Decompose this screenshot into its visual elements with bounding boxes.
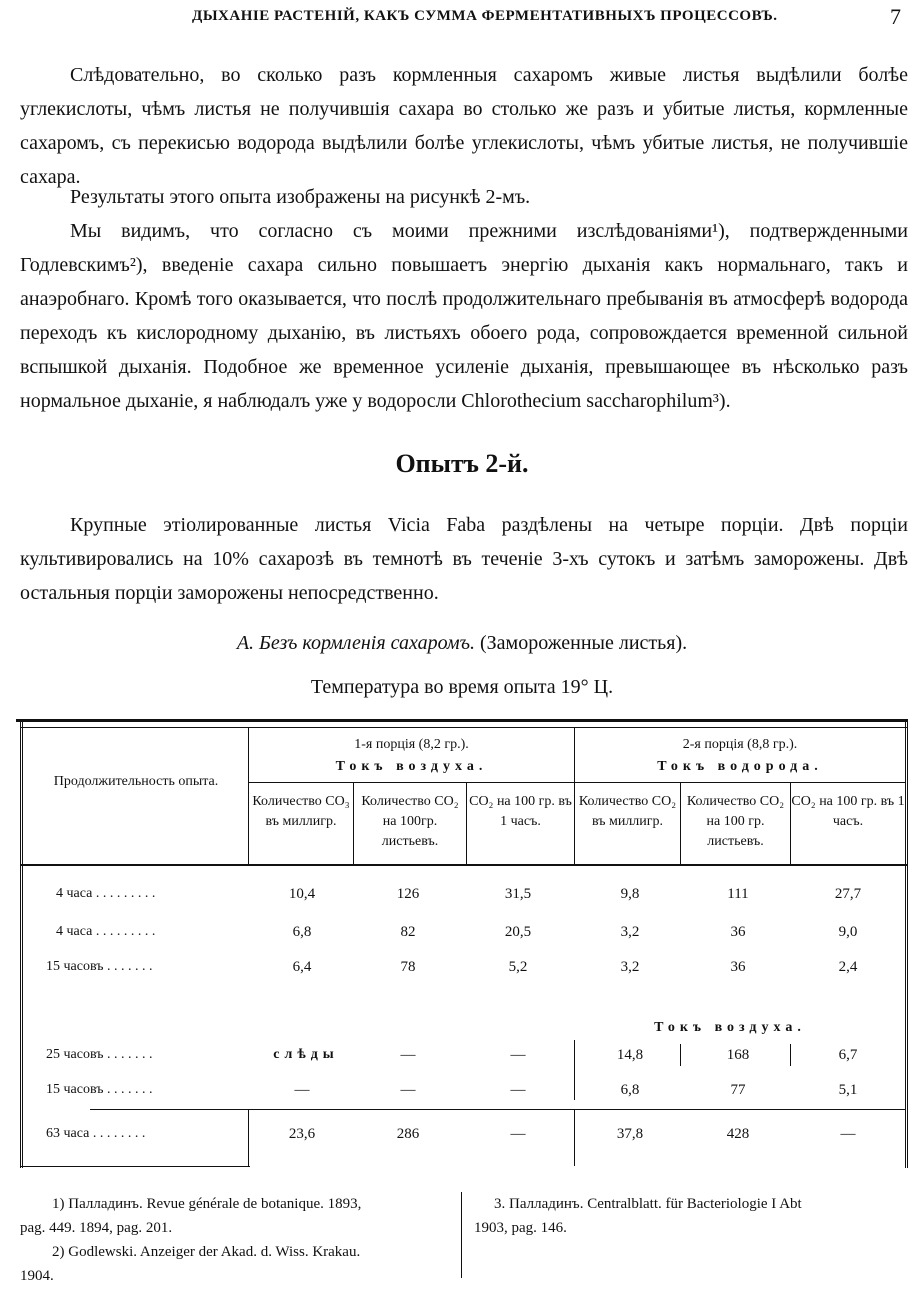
total-cell: 37,8 [616,1126,644,1142]
table-hline [90,1109,250,1110]
subheading-italic: А. Безъ кормленія сахаромъ. [236,632,475,654]
table-cell: 10,4 [288,886,316,902]
paragraph-2: Результаты этого опыта изображены на рисункѣ 2-мъ. [70,186,531,208]
paragraph-4: Крупные этіолированные листья Vicia Faba раздѣлены на четыре порціи. Двѣ порціи культивировались на 10% сахарозѣ въ темнотѣ въ теченіе 3-хъ сутокъ и затѣмъ заморожены. Двѣ остальныя порціи заморожены непосредственно. [20,514,908,604]
table-cell: 20,5 [504,924,532,940]
table-cell: 6,8 [292,924,312,940]
table-vline [574,1040,575,1100]
footnote-2: 2) Godlewski. Anzeiger der Akad. d. Wiss. Krakau. [52,1244,361,1260]
table-hline [20,864,908,866]
table-cell: 14,8 [616,1047,644,1063]
footnote-1-cont: pag. 449. 1894, pag. 201. [20,1220,173,1236]
footnote-divider [461,1192,462,1278]
table-cell: 9,8 [620,886,640,902]
page-header [0,0,924,40]
footnotes-right [474,1192,904,1240]
table-cell: 111 [727,886,749,902]
table-vline [248,1110,249,1166]
table-cell: — [510,1047,526,1063]
table-cell: 36 [730,924,746,940]
row-label: 4 часа . . . . . . . . . [56,924,156,939]
table-cell: слѣды [273,1047,339,1062]
table-hline [248,1109,905,1110]
table-cell: 2,4 [838,959,858,975]
group2-mode: Токъ водорода. [657,759,823,774]
col-header: CO₂ на 100 гр. въ 1 часъ. [791,794,905,829]
total-cell: — [510,1126,526,1142]
footnote-2-cont: 1904. [20,1268,54,1284]
mid-mode-label: Токъ воздуха. [654,1020,806,1035]
table-cell: 5,2 [508,959,528,975]
table-subheading [0,632,924,655]
group2-title: 2-я порція (8,8 гр.). [682,737,798,752]
table-cell: 78 [400,959,416,975]
table-cell: 31,5 [504,886,532,902]
total-cell: — [840,1126,856,1142]
footnote-3-cont: 1903, pag. 146. [474,1220,567,1236]
running-title: ДЫХАНІЕ РАСТЕНІЙ, КАКЪ СУММА ФЕРМЕНТАТИВНЫХЪ ПРОЦЕССОВЪ. [192,8,778,24]
row-label: 15 часовъ . . . . . . . [46,1082,153,1097]
table-cell: — [294,1082,310,1098]
temperature-line: Температура во время опыта 19° Ц. [310,676,614,698]
duration-header: Продолжительность опыта. [53,774,219,789]
table-vline [680,1044,681,1066]
table-cell: 3,2 [620,959,640,975]
table-cell: 168 [726,1047,750,1063]
footnotes-left [20,1192,450,1288]
col-header: Количество CO₃ въ миллигр. [252,794,350,829]
total-cell: 286 [396,1126,420,1142]
table-cell: 9,0 [838,924,858,940]
table-vline [574,1110,575,1166]
table-cell: 6,4 [292,959,312,975]
table-cell: 6,7 [838,1047,858,1063]
paragraph-1: Слѣдовательно, во сколько разъ кормленныя сахаромъ живые листья выдѣлили болѣе углекислоты, чѣмъ листья не получившія сахара во столько же разъ и убитые листья, кормленные сахаромъ, съ перекисью водорода выдѣлили болѣе углекислоты, чѣмъ убитые листья, не получившіе сахара. [20,64,908,188]
table-cell: 77 [730,1082,746,1098]
row-label: 25 часовъ . . . . . . . [46,1047,153,1062]
table-cell: 126 [396,886,420,902]
col-header: Количество CO₂ въ миллигр. [578,794,677,829]
subheading-rest: (Замороженные листья). [474,632,688,654]
paragraph-3: Мы видимъ, что согласно съ моими прежними изслѣдованіями¹), подтвержденными Годлевскимъ²), введеніе сахара сильно повышаетъ энергію дыханія какъ нормальнаго, такъ и анаэробнаго. Кромѣ того оказывается, что послѣ продолжительнаго пребыванія въ атмосферѣ водорода переходъ къ кислородному дыханію, въ листьяхъ обоего рода, сопровождается временной сильной вспышкой дыханія. Подобное же временное усиленіе дыханія, превышающее въ нѣсколько разъ нормальное дыханіе, я наблюдалъ уже у водоросли Chlorothecium saccharophilum³). [20,220,908,412]
footnote-1: 1) Палладинъ. Revue générale de botanique. 1893, [52,1196,362,1212]
table-cell: 36 [730,959,746,975]
table-cell: 5,1 [838,1082,858,1098]
table-vline [790,1044,791,1066]
row-label: 15 часовъ . . . . . . . [46,959,153,974]
table-cell: — [400,1047,416,1063]
table-hline [248,782,905,783]
page-number: 7 [890,4,901,29]
row-label: 4 часа . . . . . . . . . [56,886,156,901]
total-row-label: 63 часа . . . . . . . . [46,1126,146,1141]
col-header: CO₂ на 100 гр. въ 1 часъ. [469,794,572,829]
footnote-3: 3. Палладинъ. Centralblatt. für Bacteriologie I Abt [494,1196,802,1212]
col-header: Количество CO₂ на 100гр. листьевъ. [361,794,459,849]
group1-title: 1-я порція (8,2 гр.). [354,737,469,752]
group1-mode: Токъ воздуха. [335,759,488,774]
total-cell: 23,6 [288,1126,316,1142]
table-cell: 6,8 [620,1082,640,1098]
total-cell: 428 [726,1126,750,1142]
table-cell: 3,2 [620,924,640,940]
col-header: Количество CO₂ на 100 гр. листьевъ. [686,794,785,849]
footnote-rule [20,1166,250,1167]
table-cell: 82 [400,924,416,940]
table-cell: 27,7 [834,886,862,902]
table-cell: — [510,1082,526,1098]
table-cell: — [400,1082,416,1098]
section-heading: Опытъ 2-й. [395,449,529,478]
